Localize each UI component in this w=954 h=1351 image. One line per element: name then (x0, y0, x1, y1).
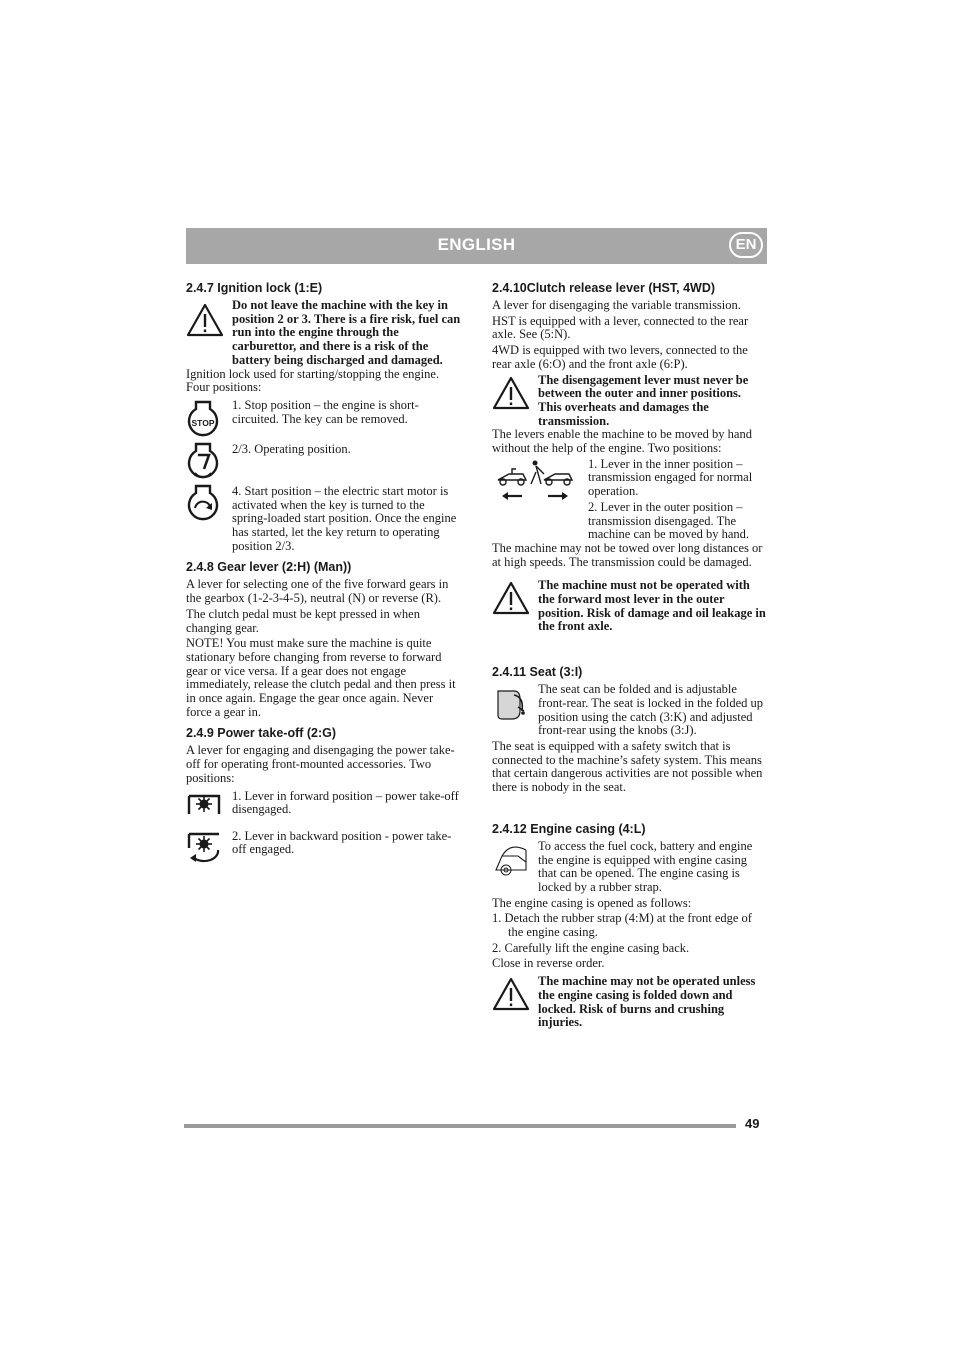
left-column (186, 280, 461, 864)
heading-2-4-12: 2.4.12 Engine casing (4:L) (492, 821, 646, 836)
heading-2-4-8: 2.4.8 Gear lever (2:H) (Man)) (186, 560, 352, 575)
warning-text: The machine must not be operated with the forward most lever in the outer position. Risk of damage and oil leakage in the front axle. (538, 578, 766, 634)
warning-text: The disengagement lever must never be between the outer and inner positions. This overheats and damages the transmission. (538, 372, 749, 428)
pto-intro: A lever for engaging and disengaging the power take-off for operating front-mounted accessories. Two positions: (186, 743, 455, 785)
ignition-stop-icon (186, 399, 220, 441)
casing-p1: To access the fuel cock, battery and engine the engine is equipped with engine casing that can be opened. The engine casing is locked by a rubber strap. (538, 838, 753, 894)
footer-rule (184, 1124, 736, 1128)
warning-text: Do not leave the machine with the key in position 2 or 3. There is a fire risk, fuel can run into the engine through the carburettor, and there is a risk of the battery being discharged and damaged. (232, 298, 461, 367)
banner-title: ENGLISH (437, 235, 516, 254)
clutch-p4: The levers enable the machine to be moved by hand without the help of the engine. Two positions: (492, 427, 752, 456)
casing-step2: 2. Carefully lift the engine casing back. (492, 940, 690, 955)
ignition-pos4-text: 4. Start position – the electric start motor is activated when the key is turned to the spring-loaded start position. Once the engine has started, let the key return to operating position 2/3. (232, 483, 457, 553)
pto-pos2-text: 2. Lever in backward position - power take-off engaged. (232, 828, 452, 857)
warning-triangle-icon (492, 581, 530, 615)
ignition-pos23-text: 2/3. Operating position. (232, 441, 351, 456)
gear-p3: NOTE! You must make sure the machine is quite stationary before changing from reverse to forward gear or vice versa. If a gear does not engage immediately, release the clutch pedal and then press it in once again. Engage the gear once again. Never force a gear in. (186, 636, 456, 719)
language-banner (186, 228, 767, 264)
heading-2-4-7: 2.4.7 Ignition lock (1:E) (186, 281, 323, 295)
pto-pos1-text: 1. Lever in forward position – power take-off disengaged. (232, 788, 459, 817)
warning-triangle-icon (492, 977, 530, 1011)
ignition-pos1-text: 1. Stop position – the engine is short-circuited. The key can be removed. (232, 397, 419, 426)
seat-block (492, 683, 767, 738)
stop-label: STOP (191, 417, 215, 428)
ignition-start-icon (186, 483, 220, 525)
ignition-pos1 (186, 399, 461, 441)
right-column (492, 280, 767, 1030)
warning-text: The machine may not be operated unless the engine casing is folded down and locked. Risk of burns and crushing injuries. (538, 974, 756, 1030)
warning-block-ignition (186, 299, 461, 368)
ignition-pos4 (186, 483, 461, 554)
pto-pos1 (186, 790, 461, 818)
engine-casing-block (492, 840, 767, 895)
clutch-p5: The machine may not be towed over long distances or at high speeds. The transmission could be damaged. (492, 540, 763, 569)
casing-step1: 1. Detach the rubber strap (4:M) at the front edge of the engine casing. (492, 911, 752, 940)
warning-triangle-icon (186, 303, 224, 337)
warning-block-clutch-1 (492, 374, 767, 429)
seat-p1: The seat can be folded and is adjustable front-rear. The seat is locked in the folded up position using the catch (3:K) and adjusted front-rear using the knobs (3:J). (538, 682, 764, 738)
gear-p1: A lever for selecting one of the five forward gears in the gearbox (1-2-3-4-5), neutral (N) or reverse (R). (186, 577, 449, 606)
warning-block-casing (492, 975, 767, 1030)
clutch-positions (492, 458, 767, 542)
ignition-intro: Ignition lock used for starting/stopping the engine. Four positions: (186, 366, 440, 395)
clutch-p3: 4WD is equipped with two levers, connected to the rear axle (6:O) and the front axle (6:P). (492, 343, 748, 371)
warning-triangle-icon (492, 376, 530, 410)
pto-pos2 (186, 830, 461, 864)
casing-p2: The engine casing is opened as follows: (492, 895, 692, 910)
ignition-run-icon (186, 441, 220, 483)
pto-disengaged-icon (186, 790, 222, 818)
clutch-pos2: 2. Lever in the outer position – transmission disengaged. The machine can be moved by hand. (588, 499, 750, 542)
heading-2-4-11: 2.4.11 Seat (3:I) (492, 665, 583, 680)
heading-2-4-10: 2.4.10Clutch release lever (HST, 4WD) (492, 281, 716, 295)
ignition-pos23 (186, 441, 461, 483)
seat-icon (492, 685, 530, 725)
clutch-p2: HST is equipped with a lever, connected to the rear axle. See (5:N). (492, 313, 749, 342)
gear-p2: The clutch pedal must be kept pressed in when changing gear. (186, 606, 420, 635)
seat-p2: The seat is equipped with a safety switch that is connected to the machine’s safety system. This means that certain dangerous activities are not possible when there is nobody in the seat. (492, 738, 763, 795)
clutch-pos1: 1. Lever in the inner position – transmission engaged for normal operation. (588, 456, 753, 499)
heading-2-4-9: 2.4.9 Power take-off (2:G) (186, 726, 337, 741)
machine-push-icon (492, 458, 580, 504)
page-number: 49 (745, 1116, 760, 1131)
casing-p3: Close in reverse order. (492, 956, 605, 971)
warning-block-clutch-2 (492, 579, 767, 634)
pto-engaged-icon (186, 830, 222, 864)
clutch-p1: A lever for disengaging the variable transmission. (492, 298, 741, 312)
engine-casing-icon (492, 840, 532, 880)
clutch-positions-text (588, 458, 767, 542)
language-badge: EN (729, 232, 763, 258)
